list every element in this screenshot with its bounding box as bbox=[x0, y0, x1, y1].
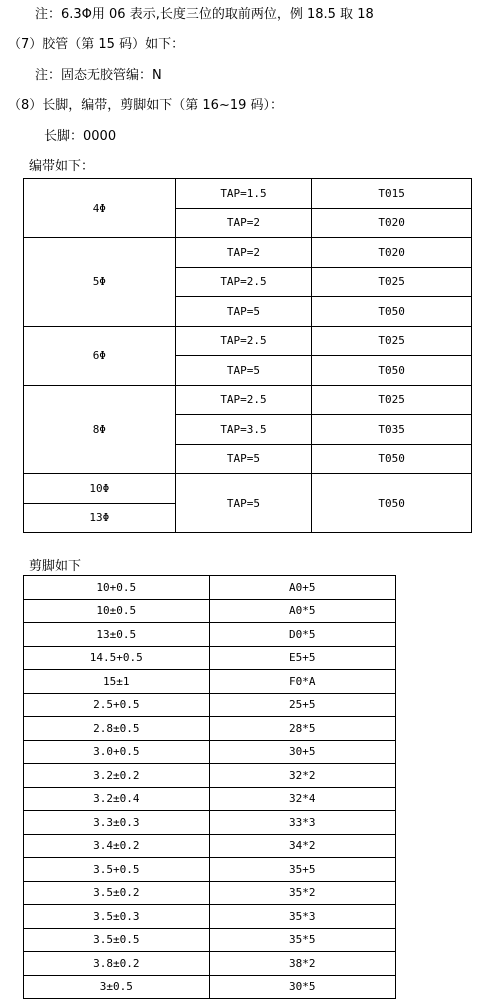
cut-length-cell: 2.8±0.5 bbox=[24, 717, 210, 741]
tape-code-cell: T050 bbox=[312, 297, 472, 327]
tape-tap-cell: TAP=5 bbox=[175, 297, 312, 327]
tape-heading: 编带如下： bbox=[29, 159, 95, 174]
tape-tap-cell: TAP=5 bbox=[175, 444, 312, 474]
tape-size-cell: 5Φ bbox=[24, 238, 176, 327]
note-no-tube: 注：固态无胶管编：N bbox=[35, 68, 162, 83]
tape-tap-cell: TAP=5 bbox=[175, 474, 312, 533]
tape-tap-cell: TAP=5 bbox=[175, 356, 312, 386]
tape-tap-cell: TAP=2.5 bbox=[175, 385, 312, 415]
cut-code-cell: 30*5 bbox=[209, 975, 395, 999]
note-diameter-length: 注：6.3Φ用 06 表示,长度三位的取前两位，例 18.5 取 18 bbox=[35, 7, 374, 22]
tape-row bbox=[24, 326, 472, 356]
tape-row bbox=[24, 474, 472, 504]
cut-length-cell: 14.5+0.5 bbox=[24, 646, 210, 670]
cut-row bbox=[24, 952, 396, 976]
section-8-heading: （8）长脚，编带，剪脚如下（第 16~19 码）： bbox=[8, 98, 284, 113]
long-leg-line: 长脚：0000 bbox=[44, 129, 117, 144]
cut-row bbox=[24, 811, 396, 835]
tape-tap-cell: TAP=2.5 bbox=[175, 267, 312, 297]
cut-code-cell: 32*4 bbox=[209, 787, 395, 811]
cut-code-cell: 25+5 bbox=[209, 693, 395, 717]
cut-length-cell: 3.5±0.5 bbox=[24, 928, 210, 952]
cut-code-cell: D0*5 bbox=[209, 623, 395, 647]
tape-code-cell: T050 bbox=[312, 356, 472, 386]
cut-code-cell: A0*5 bbox=[209, 599, 395, 623]
cut-row bbox=[24, 717, 396, 741]
cut-code-cell: E5+5 bbox=[209, 646, 395, 670]
tape-code-cell: T025 bbox=[312, 385, 472, 415]
cut-row bbox=[24, 975, 396, 999]
tape-code-cell: T035 bbox=[312, 415, 472, 445]
cut-code-cell: 33*3 bbox=[209, 811, 395, 835]
tape-code-cell: T025 bbox=[312, 326, 472, 356]
cut-length-cell: 15±1 bbox=[24, 670, 210, 694]
cut-length-cell: 3.0+0.5 bbox=[24, 740, 210, 764]
cut-length-cell: 3.8±0.2 bbox=[24, 952, 210, 976]
tape-tap-cell: TAP=2 bbox=[175, 208, 312, 238]
cut-length-cell: 13±0.5 bbox=[24, 623, 210, 647]
cut-length-cell: 3.5±0.2 bbox=[24, 881, 210, 905]
cut-code-cell: 35*3 bbox=[209, 905, 395, 929]
cut-code-cell: 35*2 bbox=[209, 881, 395, 905]
cut-code-cell: 38*2 bbox=[209, 952, 395, 976]
cut-row bbox=[24, 740, 396, 764]
cut-length-cell: 3.5+0.5 bbox=[24, 858, 210, 882]
tape-code-cell: T015 bbox=[312, 179, 472, 209]
cut-code-cell: A0+5 bbox=[209, 576, 395, 600]
cut-row bbox=[24, 834, 396, 858]
cut-code-cell: 32*2 bbox=[209, 764, 395, 788]
cut-code-cell: 30+5 bbox=[209, 740, 395, 764]
cut-length-cell: 3.3±0.3 bbox=[24, 811, 210, 835]
cut-length-cell: 2.5+0.5 bbox=[24, 693, 210, 717]
tape-size-cell: 4Φ bbox=[24, 179, 176, 238]
tape-tap-cell: TAP=2.5 bbox=[175, 326, 312, 356]
cut-row bbox=[24, 905, 396, 929]
tape-tap-cell: TAP=3.5 bbox=[175, 415, 312, 445]
cut-code-cell: 35*5 bbox=[209, 928, 395, 952]
section-7-heading: （7）胶管（第 15 码）如下： bbox=[8, 37, 185, 52]
cut-code-cell: 35+5 bbox=[209, 858, 395, 882]
tape-code-cell: T020 bbox=[312, 238, 472, 268]
cut-length-cell: 10±0.5 bbox=[24, 599, 210, 623]
tape-code-cell: T050 bbox=[312, 444, 472, 474]
cut-code-cell: 28*5 bbox=[209, 717, 395, 741]
tape-size-cell: 10Φ bbox=[24, 474, 176, 504]
tape-size-cell: 13Φ bbox=[24, 503, 176, 533]
tape-code-cell: T025 bbox=[312, 267, 472, 297]
cut-row bbox=[24, 764, 396, 788]
cut-code-cell: F0*A bbox=[209, 670, 395, 694]
cut-heading: 剪脚如下 bbox=[29, 559, 82, 574]
cut-length-cell: 3.5±0.3 bbox=[24, 905, 210, 929]
cut-length-cell: 3±0.5 bbox=[24, 975, 210, 999]
cut-row bbox=[24, 858, 396, 882]
cut-row bbox=[24, 599, 396, 623]
cut-table bbox=[23, 575, 396, 999]
tape-row bbox=[24, 179, 472, 209]
cut-row bbox=[24, 693, 396, 717]
cut-code-cell: 34*2 bbox=[209, 834, 395, 858]
tape-size-cell: 8Φ bbox=[24, 385, 176, 474]
tape-row bbox=[24, 238, 472, 268]
cut-length-cell: 3.2±0.2 bbox=[24, 764, 210, 788]
cut-length-cell: 3.2±0.4 bbox=[24, 787, 210, 811]
tape-table bbox=[23, 178, 472, 533]
cut-length-cell: 3.4±0.2 bbox=[24, 834, 210, 858]
tape-size-cell: 6Φ bbox=[24, 326, 176, 385]
cut-row bbox=[24, 787, 396, 811]
cut-row bbox=[24, 623, 396, 647]
cut-row bbox=[24, 670, 396, 694]
tape-code-cell: T020 bbox=[312, 208, 472, 238]
cut-row bbox=[24, 881, 396, 905]
cut-row bbox=[24, 646, 396, 670]
tape-tap-cell: TAP=2 bbox=[175, 238, 312, 268]
cut-row bbox=[24, 576, 396, 600]
tape-row bbox=[24, 385, 472, 415]
tape-tap-cell: TAP=1.5 bbox=[175, 179, 312, 209]
cut-length-cell: 10+0.5 bbox=[24, 576, 210, 600]
cut-row bbox=[24, 928, 396, 952]
tape-code-cell: T050 bbox=[312, 474, 472, 533]
